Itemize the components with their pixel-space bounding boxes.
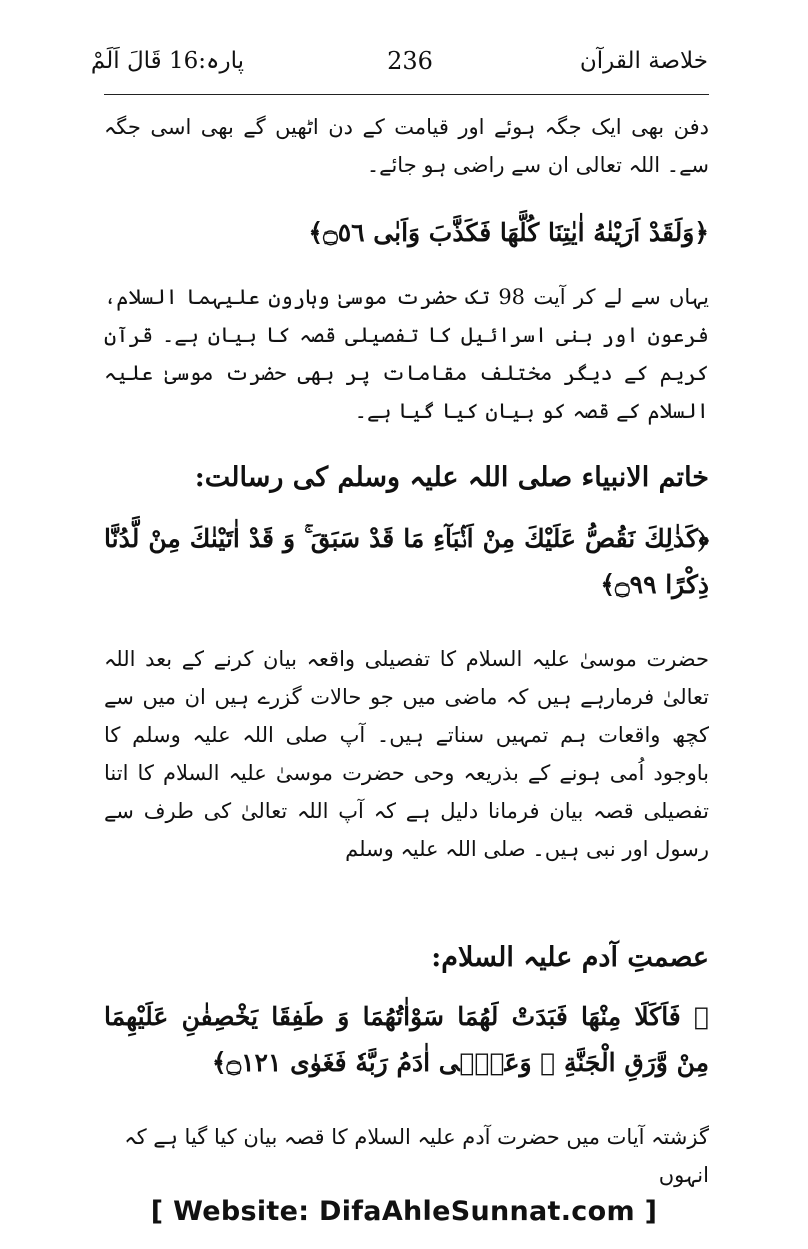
page-number: 236 <box>387 47 433 75</box>
heading-ismat-adam: عصمتِ آدم علیہ السلام: <box>431 942 709 973</box>
paragraph-burial: دفن بھی ایک جگہ ہوئے اور قیامت کے دن اٹھیں گے بھی اسی جگہ سے۔ اللہ تعالی ان سے راضی ہو جائے۔ <box>104 115 709 177</box>
book-title: خلاصة القرآن <box>579 48 708 74</box>
para-indicator <box>90 44 244 78</box>
paragraph-adam-story: گزشتہ آیات میں حضرت آدم علیہ السلام کا قصہ بیان کیا گیا ہے کہ انہوں <box>124 1125 709 1187</box>
ayah-99: ﴿كَذٰلِكَ نَقُصُّ عَلَیْكَ مِنْ اَنْۢبَآءِ مَا قَدْ سَبَقَ ۚ وَ قَدْ اٰتَیْنٰكَ مِنْ لَّدُنَّا ذِكْرًا ۝٩٩﴾ <box>104 524 709 599</box>
header-divider <box>104 94 709 95</box>
para-name: قَالَ اَلَمْ <box>90 48 162 74</box>
ayah-121: ﴿ فَاَكَلَا مِنْهَا فَبَدَتْ لَهُمَا سَوْاٰتُهُمَا وَ طَفِقَا یَخْصِفٰنِ عَلَیْهِمَا مِنْ وَّرَقِ الْجَنَّةِ ۫ وَعَصٰۤى اٰدَمُ رَبَّهٗ فَغَوٰى ۝١٢١﴾ <box>104 1002 709 1077</box>
para-label: پارہ:16 <box>168 48 244 74</box>
website-footer: [ Website: DifaAhleSunnat.com ] <box>150 1196 658 1227</box>
paragraph-musa-detail: حضرت موسیٰ علیہ السلام کا تفصیلی واقعہ بیان کرنے کے بعد اللہ تعالیٰ فرمارہے ہیں کہ ماضی میں جو حالات گزرے ہیں ان میں سے کچھ واقعات ہم تمہیں سناتے ہیں۔ آپ صلی اللہ علیہ وسلم کا باوجود اُمی ہونے کے بذریعہ وحی حضرت موسیٰ علیہ السلام کا اتنا تفصیلی قصہ بیان فرمانا دلیل ہے کہ آپ اللہ تعالیٰ کی طرف سے رسول اور نبی ہیں۔ صلی اللہ علیہ وسلم <box>104 647 709 861</box>
heading-risalat: خاتم الانبیاء صلی اللہ علیہ وسلم کی رسالت: <box>194 462 709 493</box>
ayah-56: ﴿وَلَقَدْ اَرَیْنٰهُ اٰیٰتِنَا كُلَّهَا فَكَذَّبَ وَاَبٰى ۝٥٦﴾ <box>308 218 709 247</box>
paragraph-musa-intro: یہاں سے لے کر آیت 98 تک حضرت موسیٰ وہارون علیہما السلام، فرعون اور بنی اسرائیل کا تفصیلی قصہ کا بیان ہے۔ قرآن کریم کے دیگر مختلف مقامات پر بھی حضرت موسیٰ علیہ السلام کے قصہ کو بیان کیا گیا ہے۔ <box>104 285 709 423</box>
